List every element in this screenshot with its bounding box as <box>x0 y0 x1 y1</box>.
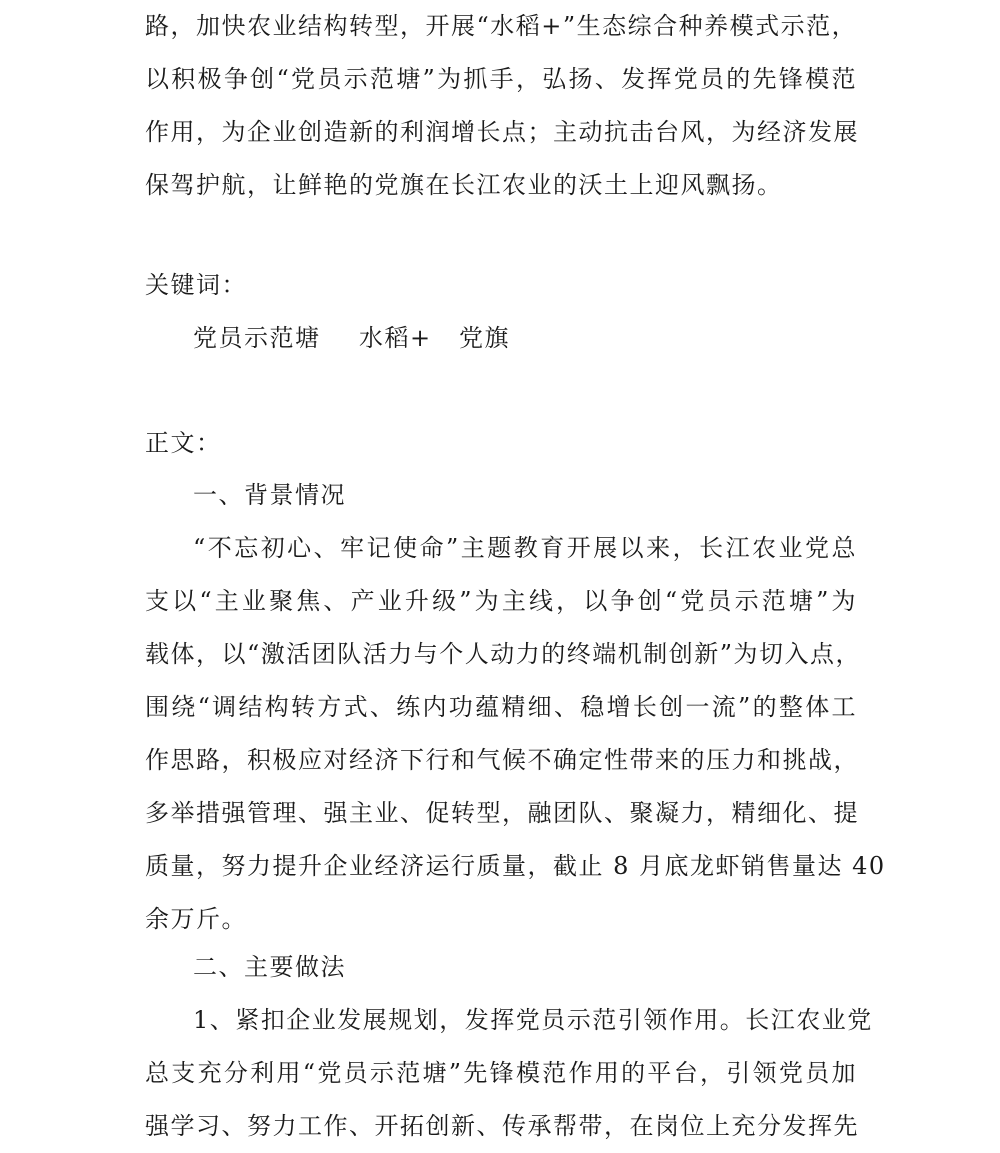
abstract-line: 作用，为企业创造新的利润增长点；主动抗击台风，为经济发展 <box>145 118 859 146</box>
section-main-practices <box>145 941 873 1153</box>
abstract-paragraph <box>145 0 860 212</box>
keyword-item: 党旗 <box>459 324 510 352</box>
abstract-line: 保驾护航，让鲜艳的党旗在长江农业的沃土上迎风飘扬。 <box>145 171 783 199</box>
body-line: 余万斤。 <box>145 905 247 933</box>
body-line: 载体，以“激活团队活力与个人动力的终端机制创新”为切入点， <box>145 640 862 668</box>
body-line: 作思路，积极应对经济下行和气候不确定性带来的压力和挑战， <box>145 746 859 774</box>
section-heading: 一、背景情况 <box>193 481 346 509</box>
body-label: 正文： <box>145 429 222 457</box>
keywords-list <box>193 312 510 365</box>
body-line: 总支充分利用“党员示范塘”先锋模范作用的平台，引领党员加 <box>145 1059 857 1087</box>
body-line: 多举措强管理、强主业、促转型，融团队、聚凝力，精细化、提 <box>145 799 859 827</box>
body-line: 1、紧扣企业发展规划，发挥党员示范引领作用。长江农业党 <box>193 1006 873 1034</box>
body-line: 围绕“调结构转方式、练内功蕴精细、稳增长创一流”的整体工 <box>145 693 857 721</box>
body-line: “不忘初心、牢记使命”主题教育开展以来，长江农业党总 <box>193 534 857 562</box>
body-line: 强学习、努力工作、开拓创新、传承帮带，在岗位上充分发挥先 <box>145 1112 859 1140</box>
abstract-line: 以积极争创“党员示范塘”为抓手，弘扬、发挥党员的先锋模范 <box>145 65 857 93</box>
keyword-item: 党员示范塘 <box>193 324 321 352</box>
section-heading: 二、主要做法 <box>193 953 346 981</box>
body-line: 支以“主业聚焦、产业升级”为主线，以争创“党员示范塘”为 <box>145 587 857 615</box>
section-background <box>145 469 886 946</box>
keyword-item: 水稻+ <box>359 324 432 352</box>
body-line: 质量，努力提升企业经济运行质量，截止 8 月底龙虾销售量达 40 <box>145 852 886 880</box>
keywords-label: 关键词： <box>145 271 247 299</box>
abstract-line: 路，加快农业结构转型，开展“水稻+”生态综合种养模式示范， <box>145 12 858 40</box>
